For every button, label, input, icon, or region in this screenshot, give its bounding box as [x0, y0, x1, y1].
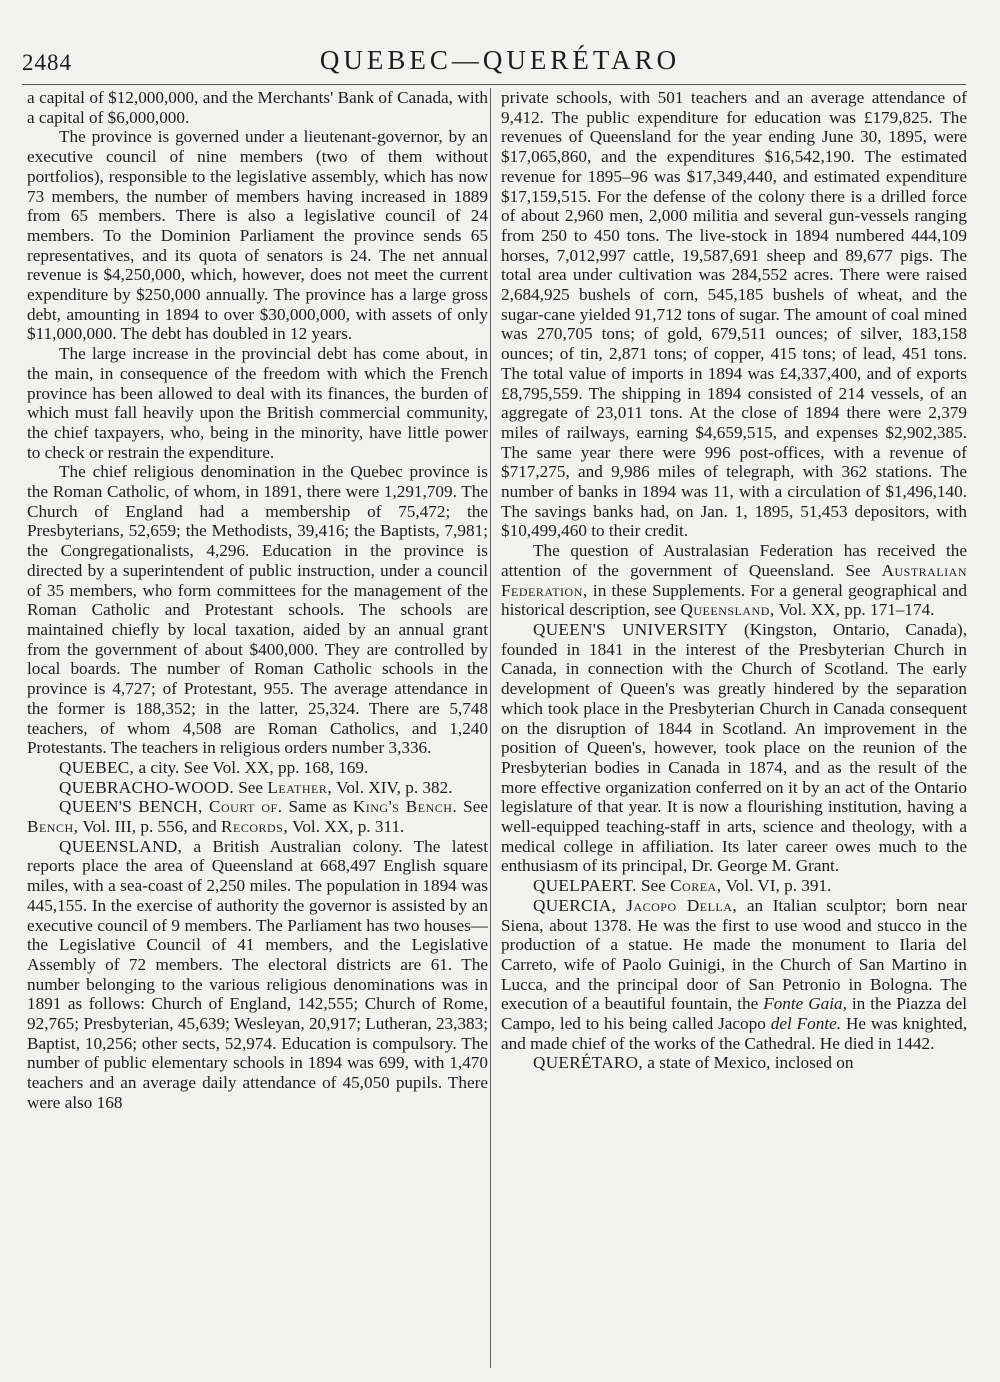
cross-reference: King's Bench. — [352, 797, 458, 817]
entry-text: a state of Mexico, inclosed on — [643, 1053, 854, 1073]
entry-title: QUELPAERT. — [533, 876, 637, 896]
entry-queens-university — [501, 620, 967, 876]
running-head: QUEBEC—QUERÉTARO — [319, 45, 681, 75]
entry-text: Vol. III, p. 556, and — [78, 817, 222, 837]
entry-title: QUEEN'S UNIVERSITY — [533, 619, 729, 639]
entry-title: QUEEN'S BENCH, — [59, 797, 203, 817]
entry-text: a city. See Vol. XX, pp. 168, 169. — [134, 757, 369, 777]
entry-title: QUEENSLAND, — [59, 836, 183, 856]
paragraph: private schools, with 501 teachers and an average attendance of 9,412. The public expenditure for education was £179,825. The revenues of Queensland for the year ending June 30, 1895, were $17,065,860, and the expenditures $16,542,190. The estimated revenue for 1895–96 was $17,349,440, and estimated expenditure $17,159,515. For the defense of the colony there is a drilled force of about 2,960 men, 2,000 militia and several gun-vessels ranging from 250 to 450 tons. The live-stock in 1894 numbered 444,109 horses, 7,012,997 cattle, 19,587,691 sheep and 89,677 pigs. The total area under cultivation was 284,552 acres. There were raised 2,684,925 bushels of corn, 545,185 bushels of wheat, and the sugar-cane yielded 91,712 tons of sugar. The amount of coal mined was 270,705 tons; of gold, 679,511 ounces; of silver, 183,158 ounces; of tin, 2,871 tons; of copper, 415 tons; of lead, 451 tons. The total value of imports in 1894 was £4,337,400, and of exports £8,795,559. The shipping in 1894 consisted of 214 vessels, of an aggregate of 23,011 tons. At the close of 1894 there were 2,379 miles of railways, earning $4,659,515, and expenses $2,902,385. The same year there were 996 post-offices, with a revenue of $717,275, and 9,986 miles of telegraph, with 362 stations. The number of banks in 1894 was 11, with a circulation of $1,496,140. The savings banks had, on Jan. 1, 1895, 51,453 depositors, with $10,499,460 to their credit. — [501, 88, 967, 541]
entry-text: a British Australian colony. The latest reports place the area of Queensland at 668,497 English square miles, with a sea-coast of 2,250 miles. The population in 1894 was 445,155. In the exercise of authority the governor is assisted by an executive council of 9 members. The Parliament has two houses—the Legislative Council of 41 members, and the Legislative Assembly of 72 members. The electoral districts are 61. The number belonging to the various religious denominations was in 1891 as follows: Church of England, 142,555; Church of Rome, 92,765; Presbyterian, 45,639; Wesleyan, 20,917; Lutheran, 23,383; Baptist, 10,256; other sects, 52,974. Education is compulsory. The number of public elementary schools in 1894 was 699, with 1,470 teachers and an average daily attendance of 45,050 pupils. There were also 168 — [27, 836, 488, 1112]
cross-reference: Corea, — [670, 876, 722, 896]
paragraph: The large increase in the provincial debt has come about, in the main, in consequence of the freedom with which the French province has been allowed to deal with its finances, the burden of which must fall heavily upon the British commercial community, the chief taxpayers, who, being in the minority, have little power to check or restrain the expenditure. — [27, 344, 488, 462]
entry-text: in the Piazza del Campo, led to his being called Jacopo — [501, 994, 967, 1034]
cross-reference: Queensland, — [680, 600, 775, 620]
entry-quebec — [27, 758, 488, 778]
right-column — [501, 88, 967, 1373]
entry-title: QUEBEC, — [59, 757, 135, 777]
entry-title: QUERCIA, — [533, 895, 617, 915]
entry-text: Same as — [282, 797, 353, 817]
entry-text: Vol. XX, pp. 171–174. — [774, 600, 935, 620]
cross-reference: Australian Federation, — [501, 560, 967, 600]
column-divider — [490, 88, 491, 1368]
entry-queens-bench — [27, 797, 488, 836]
entry-text: in these Supplements. For a general geographical and historical description, see — [501, 580, 967, 620]
entry-title: QUEBRACHO-WOOD. — [59, 777, 234, 797]
entry-title: QUERÉTARO, — [533, 1053, 643, 1073]
entry-quelpaert — [501, 876, 967, 896]
entry-text: (Kingston, Ontario, Canada), founded in 1841 in the interest of the Presbyterian Church in Canada, in connection with the Church of Scotland. The early development of Queen's was greatly hindered by the separation which took place in the Presbyterian Church in Canada consequent on the disruption of 1844 in Scotland. An improvement in the position of Queen's, however, took place on the reunion of the Presbyterian bodies in Canada in 1874, and as the result of the more effective organization conferred on it by an act of the Ontario legislature of that year. It is now a flourishing institution, having a well-equipped teaching-staff in arts, science and theology, with a medical college in affiliation. Its later career owes much to the enthusiasm of its principal, Dr. George M. Grant. — [501, 619, 967, 876]
entry-subtitle: Court of. — [202, 797, 283, 817]
left-column — [27, 88, 488, 1373]
entry-text: See — [233, 777, 268, 797]
italic-title: del Fonte. — [770, 1014, 842, 1034]
paragraph — [501, 541, 967, 620]
entry-text: The question of Australasian Federation has received the attention of the government of Queensland. See — [501, 541, 967, 580]
cross-reference: Leather, — [267, 777, 333, 797]
paragraph: The province is governed under a lieutenant-governor, by an executive council of nine members (two of them without portfolios), responsible to the legislative assembly, which has now 73 members, the number of members having increased in 1889 from 65 members. There is also a legislative council of 24 members. To the Dominion Parliament the province sends 65 representatives, and its quota of senators is 24. The net annual revenue is $4,250,000, which, however, does not meet the current expenditure by $250,000 annually. The province has a large gross debt, amounting in 1894 to over $30,000,000, with assets of only $11,000,000. The debt has doubled in 12 years. — [27, 127, 488, 344]
entry-quercia — [501, 896, 967, 1054]
entry-text: an Italian sculptor; born near Siena, about 1378. He was the first to use wood and stucco in the production of a statue. He made the monument to Ilaria del Carreto, wife of Paolo Guinigi, in the Church of San Martino in Lucca, and the principal door of San Petronio in Bologna. The execution of a beautiful fountain, the — [501, 895, 967, 1014]
entry-text: Vol. VI, p. 391. — [721, 876, 832, 896]
paragraph: The chief religious denomination in the Quebec province is the Roman Catholic, of whom, in 1891, there were 1,291,709. The Church of England had a membership of 75,472; the Presbyterians, 52,659; the Methodists, 39,416; the Baptists, 7,981; the Congregationalists, 4,296. Education in the province is directed by a superintendent of public instruction, under a council of 35 members, who form committees for the management of the Roman Catholic and Protestant schools. The schools are maintained chiefly by local taxation, aided by an annual grant from the government of about $400,000. They are controlled by local boards. The number of Roman Catholic schools in the province is 4,727; of Protestant, 955. The average attendance in the former is 188,352; in the latter, 25,324. There are 5,748 teachers, of whom 4,508 are Roman Catholics, and 1,240 Protestants. The teachers in religious orders number 3,336. — [27, 462, 488, 758]
page-number: 2484 — [22, 50, 72, 75]
entry-quebracho-wood — [27, 778, 488, 798]
entry-text: He was knighted, and made chief of the works of the Cathedral. He died in 1442. — [501, 1014, 967, 1053]
cross-reference: Records, — [221, 817, 289, 837]
entry-text: Vol. XX, p. 311. — [288, 817, 405, 837]
entry-text: See — [636, 876, 671, 896]
entry-subtitle: Jacopo Della, — [616, 895, 738, 915]
entry-text: Vol. XIV, p. 382. — [332, 777, 453, 797]
entry-queretaro — [501, 1053, 967, 1073]
paragraph: a capital of $12,000,000, and the Merchants' Bank of Canada, with a capital of $6,000,000. — [27, 88, 488, 127]
entry-text: See — [457, 797, 488, 817]
entry-queensland — [27, 837, 488, 1113]
header-rule — [22, 84, 966, 85]
italic-title: Fonte Gaia, — [763, 994, 847, 1014]
cross-reference: Bench, — [27, 817, 79, 837]
